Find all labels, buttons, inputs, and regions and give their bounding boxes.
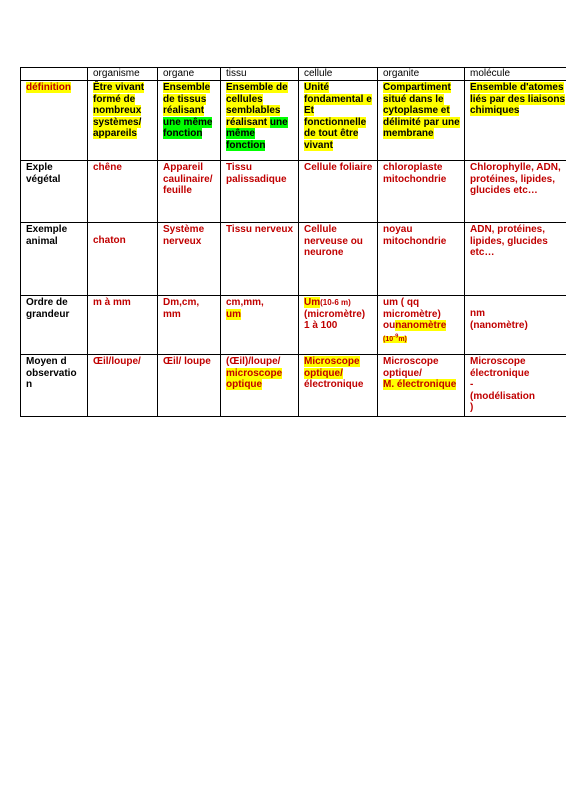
- cell-ordre-tissu: cm,mm, um: [221, 296, 299, 355]
- cell-ordre-cellule: Um(10-6 m) (micromètre) 1 à 100: [299, 296, 378, 355]
- cell-vegetal-molecule: Chlorophylle, ADN, protéines, lipides, glucides etc…: [465, 161, 566, 223]
- header-molecule: molécule: [465, 68, 566, 81]
- row-ordre-de-grandeur: [21, 296, 566, 355]
- cell-ordre-organisme: m à mm: [88, 296, 158, 355]
- cell-definition-organisme: Être vivant formé de nombreux systèmes/ appareils: [88, 81, 158, 161]
- header-organite: organite: [378, 68, 465, 81]
- header-organisme: organisme: [88, 68, 158, 81]
- cell-vegetal-tissu: Tissu palissadique: [221, 161, 299, 223]
- cell-definition-tissu: Ensemble de cellules semblables réalisant une même fonction: [221, 81, 299, 161]
- row-exemple-vegetal: [21, 161, 566, 223]
- row-label-definition: définition: [21, 81, 88, 161]
- row-label-exemple-animal: Exemple animal: [21, 223, 88, 296]
- cell-definition-molecule: Ensemble d'atomes liés par des liaisons chimiques: [465, 81, 566, 161]
- header-empty: [21, 68, 88, 81]
- cell-animal-cellule: Cellule nerveuse ou neurone: [299, 223, 378, 296]
- cell-vegetal-organisme: chêne: [88, 161, 158, 223]
- row-definition: [21, 81, 566, 161]
- cell-obs-cellule: Microscope optique/ électronique: [299, 355, 378, 417]
- cell-definition-cellule: Unité fondamental e Et fonctionnelle de tout être vivant: [299, 81, 378, 161]
- row-label-moyen-observation: Moyen d observatio n: [21, 355, 88, 417]
- cell-vegetal-organe: Appareil caulinaire/ feuille: [158, 161, 221, 223]
- cell-ordre-organe: Dm,cm, mm: [158, 296, 221, 355]
- row-moyen-observation: [21, 355, 566, 417]
- biology-levels-table: [20, 67, 566, 417]
- cell-animal-organisme: chaton: [88, 223, 158, 296]
- cell-animal-organite: noyau mitochondrie: [378, 223, 465, 296]
- cell-definition-organe: Ensemble de tissus réalisant une même fonction: [158, 81, 221, 161]
- cell-vegetal-organite: chloroplaste mitochondrie: [378, 161, 465, 223]
- header-organe: organe: [158, 68, 221, 81]
- row-exemple-animal: [21, 223, 566, 296]
- cell-obs-organite: Microscope optique/ M. électronique: [378, 355, 465, 417]
- header-cellule: cellule: [299, 68, 378, 81]
- cell-animal-tissu: Tissu nerveux: [221, 223, 299, 296]
- cell-animal-organe: Système nerveux: [158, 223, 221, 296]
- row-label-ordre-de-grandeur: Ordre de grandeur: [21, 296, 88, 355]
- cell-ordre-organite: um ( qq micromètre) ounanomètre $(10^{-9}m)$: [378, 296, 465, 355]
- header-tissu: tissu: [221, 68, 299, 81]
- cell-ordre-molecule: nm (nanomètre): [465, 296, 566, 355]
- cell-obs-molecule: Microscope électronique - (modélisation ): [465, 355, 566, 417]
- cell-definition-organite: Compartiment situé dans le cytoplasme et délimité par une membrane: [378, 81, 465, 161]
- cell-animal-molecule: ADN, protéines, lipides, glucides etc…: [465, 223, 566, 296]
- cell-obs-tissu: (Œil)/loupe/ microscope optique: [221, 355, 299, 417]
- cell-vegetal-cellule: Cellule foliaire: [299, 161, 378, 223]
- row-label-exemple-vegetal: Exple végétal: [21, 161, 88, 223]
- header-row: [21, 68, 566, 81]
- cell-obs-organe: Œil/ loupe: [158, 355, 221, 417]
- cell-obs-organisme: Œil/loupe/: [88, 355, 158, 417]
